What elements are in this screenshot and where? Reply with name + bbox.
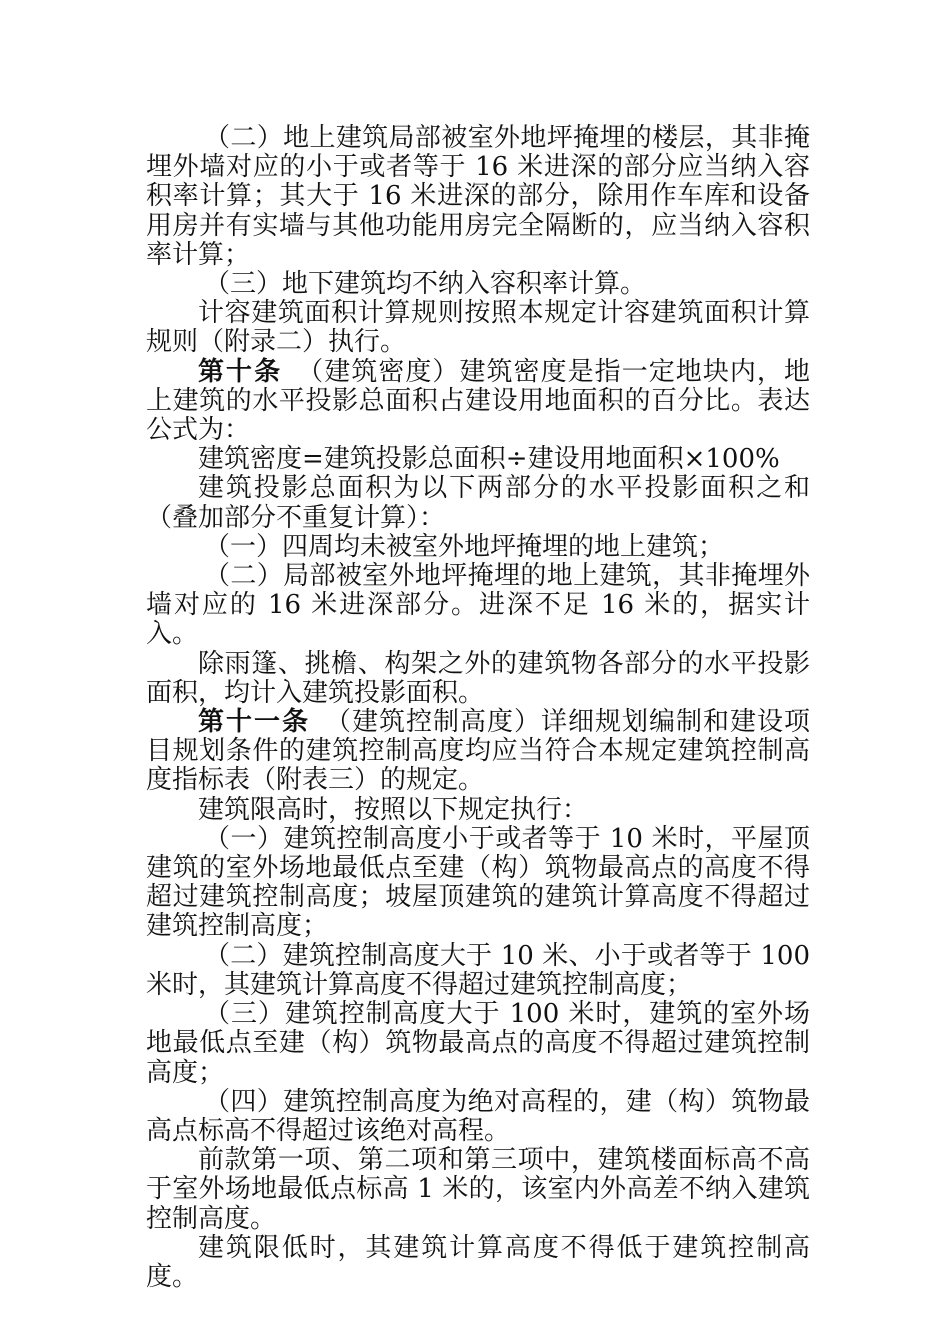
paragraph-text: （一）四周均未被室外地坪掩埋的地上建筑；	[204, 531, 725, 562]
paragraph-exclusions	[146, 650, 810, 708]
article-label: 第十条	[198, 356, 283, 387]
paragraph-min-height	[146, 1234, 810, 1292]
paragraph-calc-rules	[146, 299, 810, 357]
paragraph-text: （建筑密度）建筑密度是指一定地块内，地上建筑的水平投影总面积占建设用地面积的百分比。表达公式为：	[146, 356, 810, 446]
formula-line	[146, 445, 810, 474]
paragraph-text: 除雨篷、挑檐、构架之外的建筑物各部分的水平投影面积，均计入建筑投影面积。	[146, 648, 810, 708]
document-body	[146, 124, 810, 1292]
paragraph-text: （三）建筑控制高度大于 100 米时，建筑的室外场地最低点至建（构）筑物最高点的高度不得超过建筑控制高度；	[146, 999, 810, 1088]
paragraph-limit-item-3	[146, 1000, 810, 1088]
paragraph-text: （四）建筑控制高度为绝对高程的，建（构）筑物最高点标高不得超过该绝对高程。	[146, 1086, 810, 1146]
paragraph-text: （二）地上建筑局部被室外地坪掩埋的楼层，其非掩埋外墙对应的小于或者等于 16 米进深的部分应当纳入容积率计算；其大于 16 米进深的部分，除用作车库和设备用房并有实墙与其他功能用房完全隔断的，应当纳入容积率计算；	[146, 123, 810, 270]
paragraph-limit-item-2	[146, 942, 810, 1000]
paragraph-text: （三）地下建筑均不纳入容积率计算。	[204, 269, 647, 300]
paragraph-text: 建筑限低时，其建筑计算高度不得低于建筑控制高度。	[146, 1232, 810, 1292]
article-label: 第十一条	[198, 707, 310, 738]
paragraph-text: （二）建筑控制高度大于 10 米、小于或者等于 100 米时，其建筑计算高度不得超过建筑控制高度；	[146, 940, 810, 1000]
article-10	[146, 358, 810, 446]
paragraph-text: 前款第一项、第二项和第三项中，建筑楼面标高不高于室外场地最低点标高 1 米的，该室内外高差不纳入建筑控制高度。	[146, 1145, 810, 1234]
paragraph-projection-area	[146, 474, 810, 532]
paragraph-item-3	[146, 270, 810, 299]
paragraph-limit-item-1	[146, 825, 810, 942]
paragraph-limit-item-4	[146, 1088, 810, 1146]
paragraph-height-difference	[146, 1146, 810, 1234]
paragraph-height-limit	[146, 796, 810, 825]
paragraph-text: 建筑限高时，按照以下规定执行：	[198, 794, 589, 825]
paragraph-text: （建筑控制高度）详细规划编制和建设项目规划条件的建筑控制高度均应当符合本规定建筑控制高度指标表（附表三）的规定。	[146, 707, 810, 796]
formula-text: 建筑密度=建筑投影总面积÷建设用地面积×100%	[198, 444, 780, 475]
paragraph-text: 计容建筑面积计算规则按照本规定计容建筑面积计算规则（附录二）执行。	[146, 298, 810, 358]
paragraph-text: （一）建筑控制高度小于或者等于 10 米时，平屋顶建筑的室外场地最低点至建（构）筑物最高点的高度不得超过建筑控制高度；坡屋顶建筑的建筑计算高度不得超过建筑控制高度；	[146, 823, 810, 942]
article-11	[146, 708, 810, 796]
paragraph-item-2	[146, 124, 810, 270]
paragraph-item-2b	[146, 562, 810, 650]
paragraph-item-1	[146, 533, 810, 562]
paragraph-text: （二）局部被室外地坪掩埋的地上建筑，其非掩埋外墙对应的 16 米进深部分。进深不足 16 米的，据实计入。	[146, 561, 810, 650]
paragraph-text: 建筑投影总面积为以下两部分的水平投影面积之和（叠加部分不重复计算）：	[146, 473, 810, 533]
